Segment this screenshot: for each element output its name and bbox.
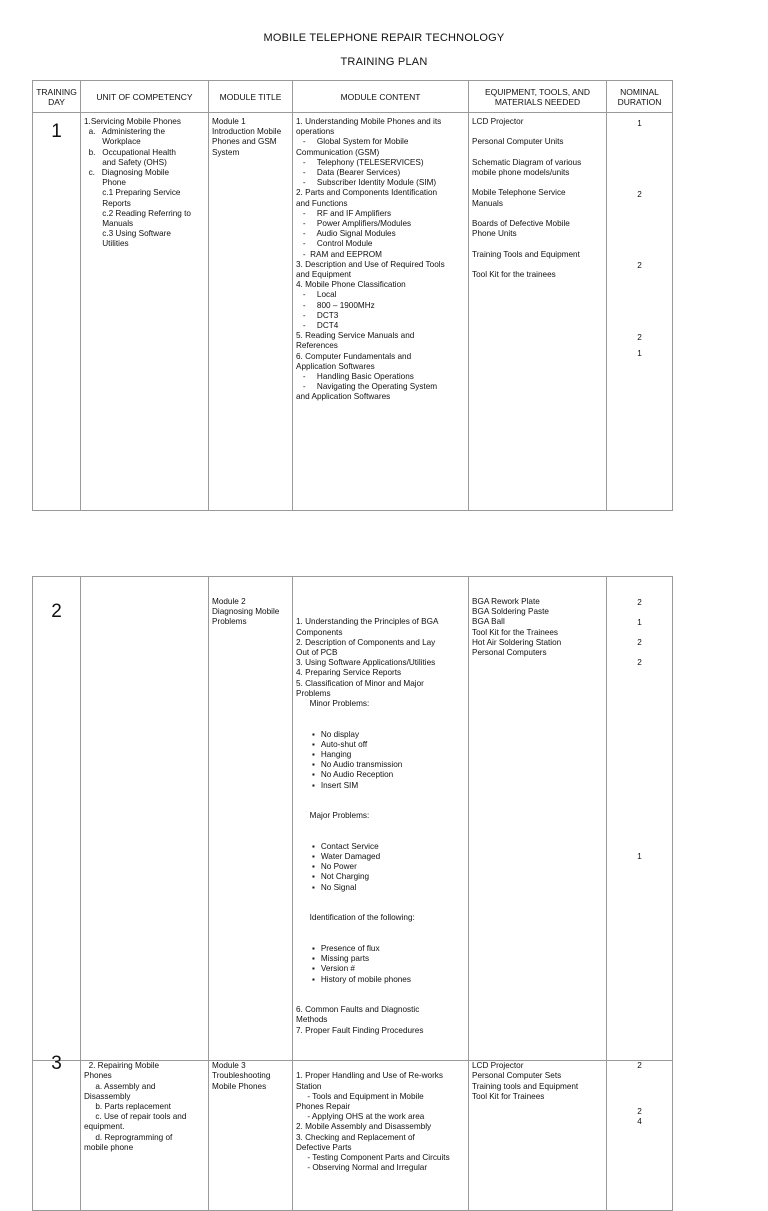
identification-list: [296, 944, 465, 985]
equipment-cell: BGA Rework Plate BGA Soldering Paste BGA Ball Tool Kit for the Trainees Hot Air Soldering Station Personal Computers: [472, 597, 562, 658]
bullet-item: ▪ Version #: [296, 964, 465, 974]
day-number: 3: [51, 1053, 62, 1075]
document-subtitle: TRAINING PLAN: [340, 56, 428, 68]
bullet-item: ▪ Insert SIM: [296, 781, 465, 791]
training-plan-table-2: [32, 576, 673, 1211]
duration-value: 4: [637, 1117, 642, 1127]
bullet-item: ▪ No Audio Reception: [296, 770, 465, 780]
major-problems-label: Major Problems:: [296, 811, 370, 821]
header-equipment: EQUIPMENT, TOOLS, AND MATERIALS NEEDED: [469, 81, 607, 113]
bullet-item: ▪ No display: [296, 730, 465, 740]
bullet-item: ▪ Presence of flux: [296, 944, 465, 954]
header-module-title: MODULE TITLE: [209, 81, 293, 113]
bullet-item: ▪ Not Charging: [296, 872, 465, 882]
table-row-day-2: [33, 577, 673, 1061]
duration-value: 2: [637, 658, 642, 667]
bullet-item: ▪ Contact Service: [296, 842, 465, 852]
duration-cell: [607, 1061, 673, 1211]
header-unit-of-competency: UNIT OF COMPETENCY: [81, 81, 209, 113]
duration-value: 2: [637, 261, 642, 270]
identification-label: Identification of the following:: [296, 913, 415, 923]
equipment-cell: LCD Projector Personal Computer Sets Training tools and Equipment Tool Kit for Trainees: [472, 1061, 579, 1101]
bullet-item: ▪ No Signal: [296, 883, 465, 893]
document-title: MOBILE TELEPHONE REPAIR TECHNOLOGY: [263, 32, 505, 44]
minor-problems-list: [296, 730, 465, 791]
unit-of-competency-cell: 2. Repairing Mobile Phones a. Assembly and Disassembly b. Parts replacement c. Use of repair tools and equipment. d. Reprogramming of mobile phone: [84, 1061, 187, 1152]
duration-value: 1: [637, 349, 642, 358]
duration-cell: [607, 577, 673, 1061]
duration-value: 2: [637, 190, 642, 199]
duration-cell: [607, 113, 673, 511]
content-text: 6. Common Faults and Diagnostic Methods 7. Proper Fault Finding Procedures: [296, 1005, 424, 1035]
duration-value: 2: [637, 598, 642, 607]
duration-value: 1: [637, 119, 642, 128]
major-problems-list: [296, 842, 465, 893]
module-content-cell: 1. Proper Handling and Use of Re-works Station - Tools and Equipment in Mobile Phones Repair - Applying OHS at the work area 2. Mobile Assembly and Disassembly 3. Checking and Replacement of Defective Parts - Testing Component Parts and Circuits - Observing Normal and Irregular: [296, 1071, 450, 1173]
table-row-day-1: [33, 113, 673, 511]
module-title-cell: Module 2 Diagnosing Mobile Problems: [212, 597, 280, 627]
table-row-day-3: [33, 1061, 673, 1211]
duration-value: 2: [637, 333, 642, 342]
day-number: 2: [51, 601, 62, 622]
bullet-item: ▪ Auto-shut off: [296, 740, 465, 750]
bullet-item: ▪ History of mobile phones: [296, 975, 465, 985]
module-content-cell: 1. Understanding Mobile Phones and its operations - Global System for Mobile Communication (GSM) - Telephony (TELESERVICES) - Data (Bearer Services) - Subscriber Identity Module (SIM) 2. Parts and Components Identification and Functions - RF and IF Amplifiers - Power Amplifiers/Modules - Audio Signal Modules - Control Module - RAM and EEPROM 3. Description and Use of Required Tools and Equipment 4. Mobile Phone Classification - Local - 800 – 1900MHz - DCT3 - DCT4 5. Reading Service Manuals and References 6. Computer Fundamentals and Application Softwares - Handling Basic Operations - Navigating the Operating System and Application Softwares: [296, 117, 445, 402]
bullet-item: ▪ No Power: [296, 862, 465, 872]
bullet-item: ▪ Missing parts: [296, 954, 465, 964]
unit-of-competency-cell: 1.Servicing Mobile Phones a. Administering the Workplace b. Occupational Health and Safety (OHS) c. Diagnosing Mobile Phone c.1 Preparing Service Reports c.2 Reading Referring to Manuals c.3 Using Software Utilities: [84, 117, 191, 249]
header-nominal-duration: NOMINAL DURATION: [607, 81, 673, 113]
duration-value: 1: [637, 852, 642, 861]
module-title-cell: Module 3 Troubleshooting Mobile Phones: [212, 1061, 271, 1091]
module-title-cell: Module 1 Introduction Mobile Phones and GSM System: [212, 117, 282, 157]
content-text: 1. Understanding the Principles of BGA Components 2. Description of Components and Lay Out of PCB 3. Using Software Applications/Utilities 4. Preparing Service Reports 5. Classification of Minor and Major Problems Minor Problems:: [296, 617, 439, 709]
duration-value: 2: [637, 638, 642, 647]
header-module-content: MODULE CONTENT: [293, 81, 469, 113]
duration-value: 2: [637, 1061, 642, 1071]
bullet-item: ▪ No Audio transmission: [296, 760, 465, 770]
duration-value: 1: [637, 618, 642, 627]
bullet-item: ▪ Water Damaged: [296, 852, 465, 862]
day-number: 1: [51, 121, 62, 142]
module-content-cell: [293, 577, 468, 1060]
bullet-item: ▪ Hanging: [296, 750, 465, 760]
header-training-day: TRAINING DAY: [33, 81, 81, 113]
training-plan-table-1: [32, 80, 673, 511]
duration-value: 2: [637, 1107, 642, 1117]
equipment-cell: LCD Projector Personal Computer Units Schematic Diagram of various mobile phone models/units Mobile Telephone Service Manuals Boards of Defective Mobile Phone Units Training Tools and Equipment Tool Kit for the trainees: [472, 117, 582, 280]
